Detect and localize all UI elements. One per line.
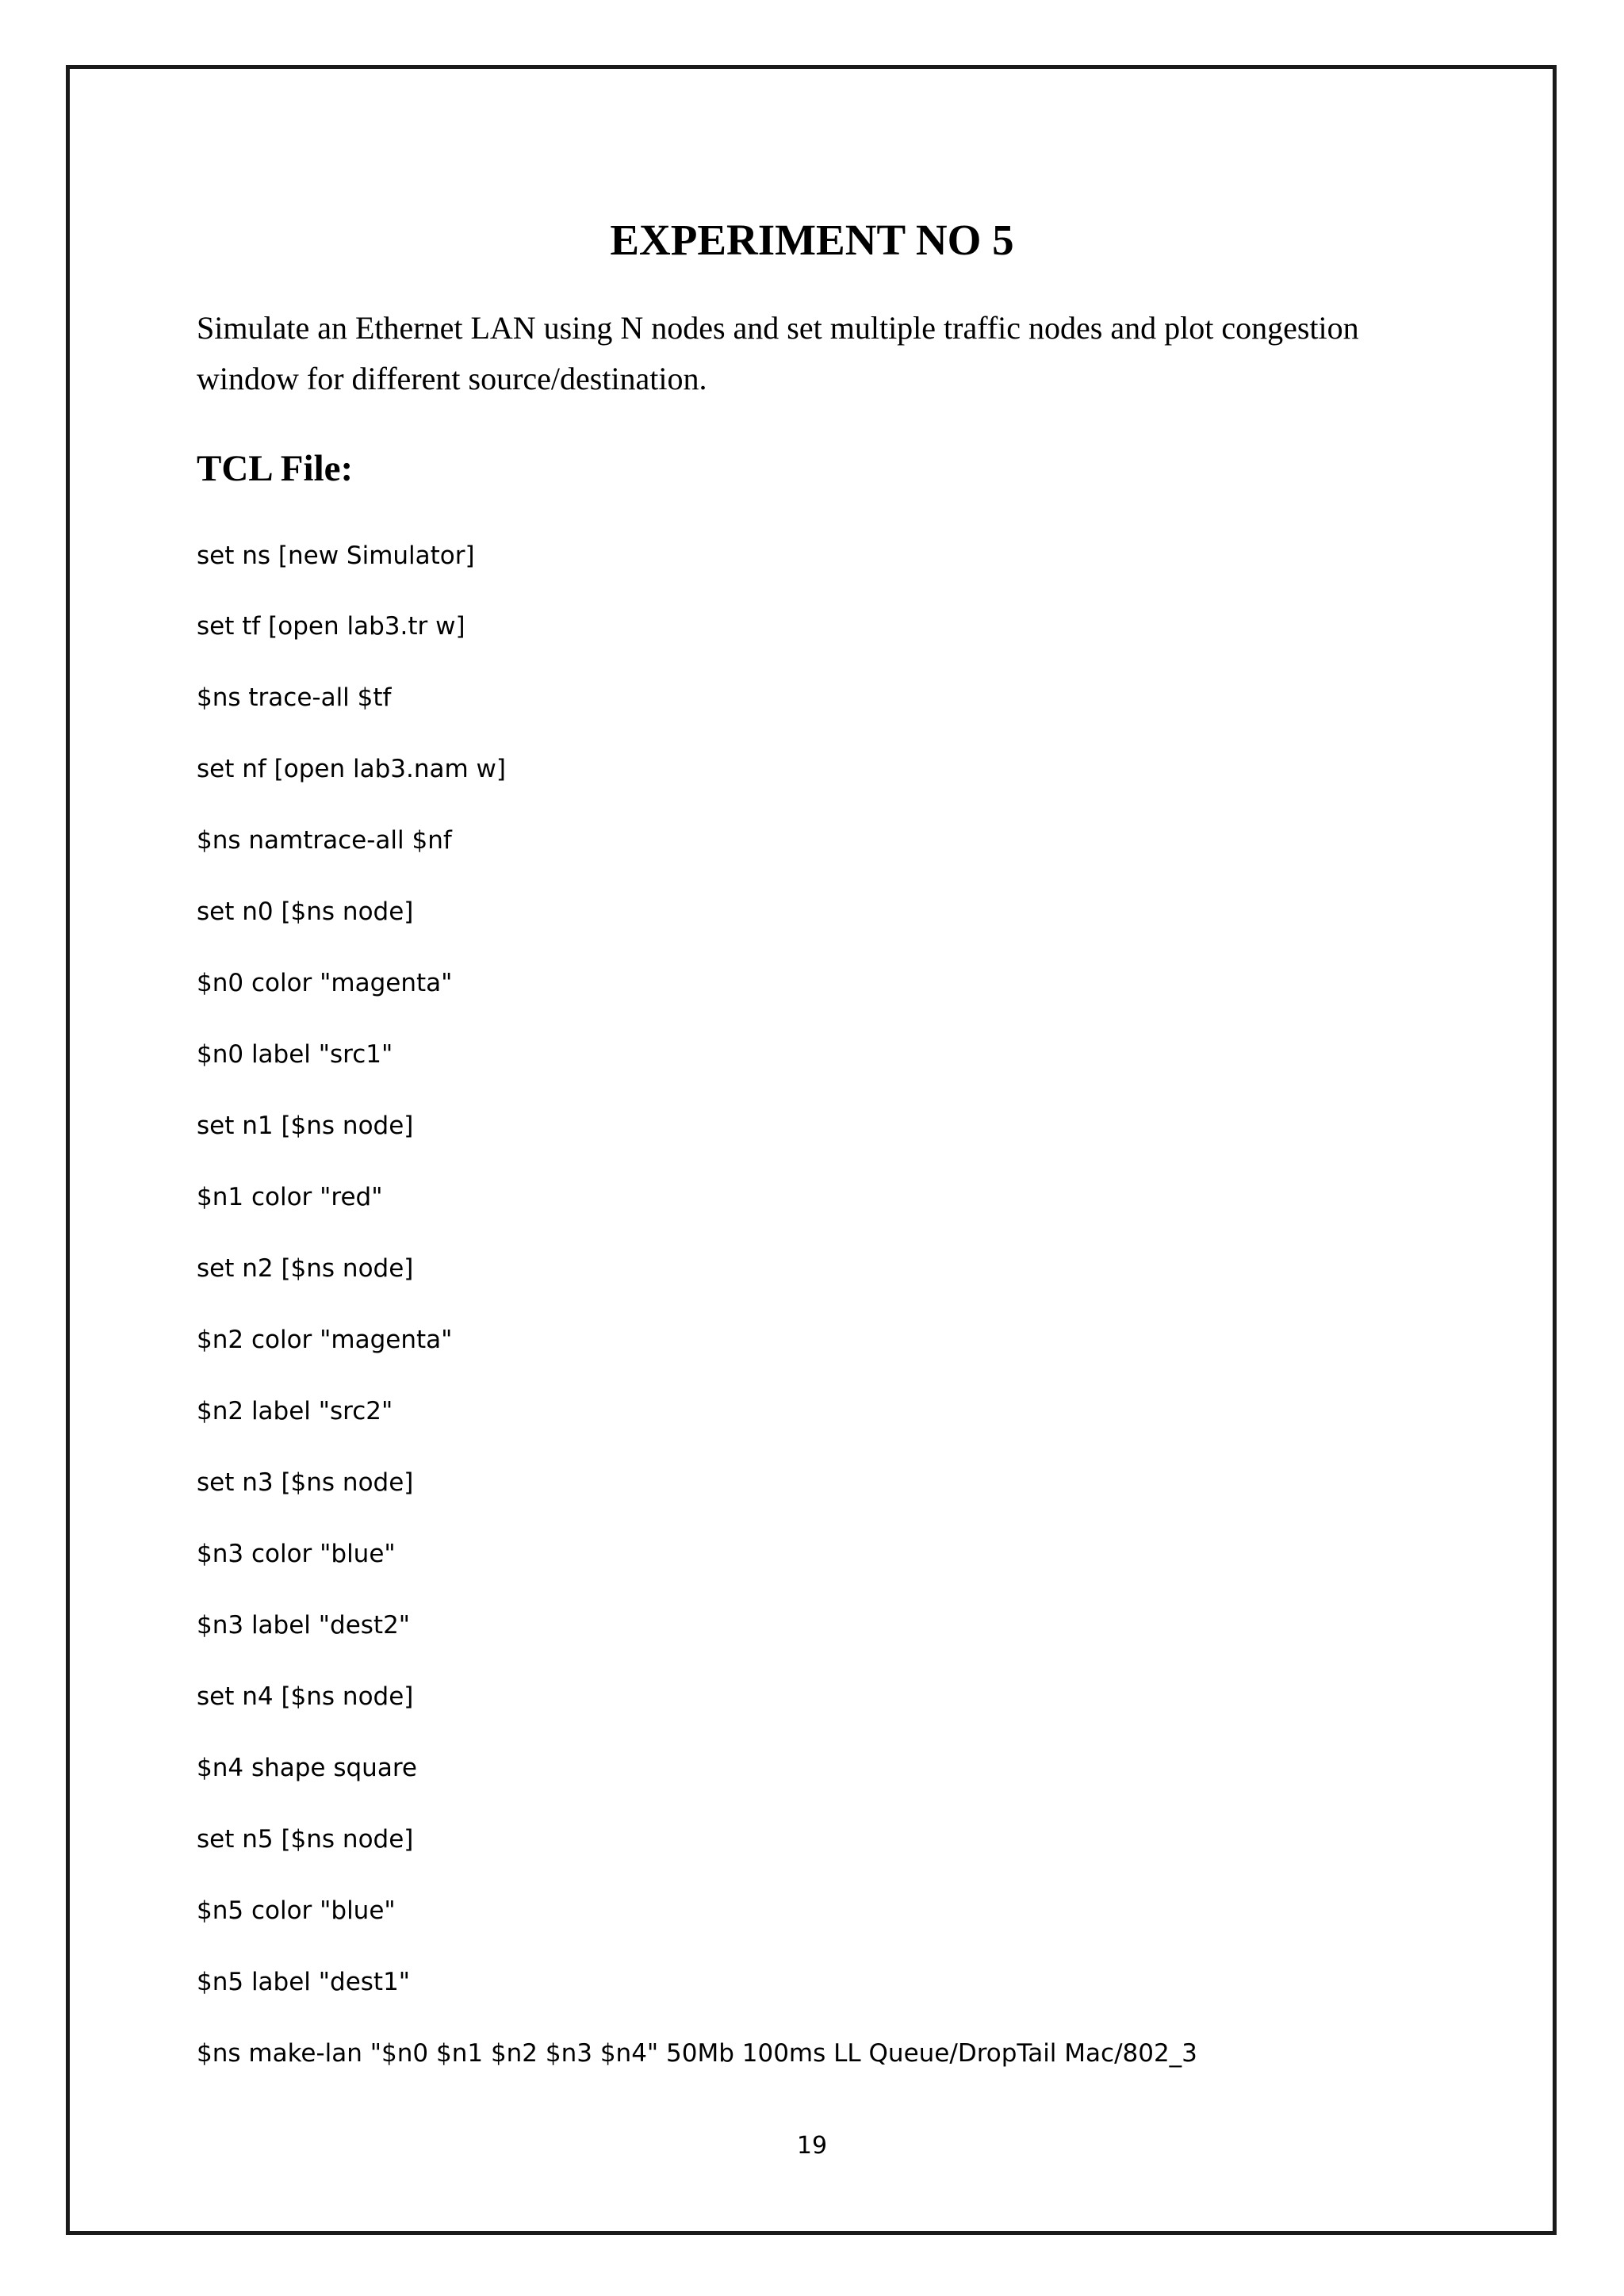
code-line: set n4 [$ns node] xyxy=(197,1682,414,1711)
code-line: $n5 color "blue" xyxy=(197,1896,396,1925)
code-line: $ns trace-all $tf xyxy=(197,683,392,712)
code-line: $ns namtrace-all $nf xyxy=(197,826,452,855)
code-line: set n0 [$ns node] xyxy=(197,897,414,926)
code-line: $n5 label "dest1" xyxy=(197,1968,411,1996)
code-line: $n3 label "dest2" xyxy=(197,1611,411,1640)
code-line: set n3 [$ns node] xyxy=(197,1468,414,1497)
code-line: $n1 color "red" xyxy=(197,1183,383,1211)
code-line: $ns make-lan "$n0 $n1 $n2 $n3 $n4" 50Mb 100ms LL Queue/DropTail Mac/802_3 xyxy=(197,2039,1197,2068)
code-line: $n2 color "magenta" xyxy=(197,1326,453,1354)
code-line: $n0 color "magenta" xyxy=(197,969,453,997)
code-line: set n1 [$ns node] xyxy=(197,1112,414,1140)
code-line: $n2 label "src2" xyxy=(197,1397,393,1425)
page-number: 19 xyxy=(796,2132,828,2160)
code-line: set nf [open lab3.nam w] xyxy=(197,755,506,783)
experiment-title: EXPERIMENT NO 5 xyxy=(610,216,1014,264)
code-line: $n3 color "blue" xyxy=(197,1540,396,1568)
code-line: $n0 label "src1" xyxy=(197,1040,393,1069)
code-line: $n4 shape square xyxy=(197,1754,417,1782)
code-line: set n2 [$ns node] xyxy=(197,1254,414,1283)
code-line: set n5 [$ns node] xyxy=(197,1825,414,1854)
code-line: set ns [new Simulator] xyxy=(197,541,475,570)
experiment-aim: Simulate an Ethernet LAN using N nodes and set multiple traffic nodes and plot congestion window for different source/destination. xyxy=(197,310,1359,396)
section-heading-tcl-file: TCL File: xyxy=(197,448,354,489)
code-line: set tf [open lab3.tr w] xyxy=(197,612,465,641)
